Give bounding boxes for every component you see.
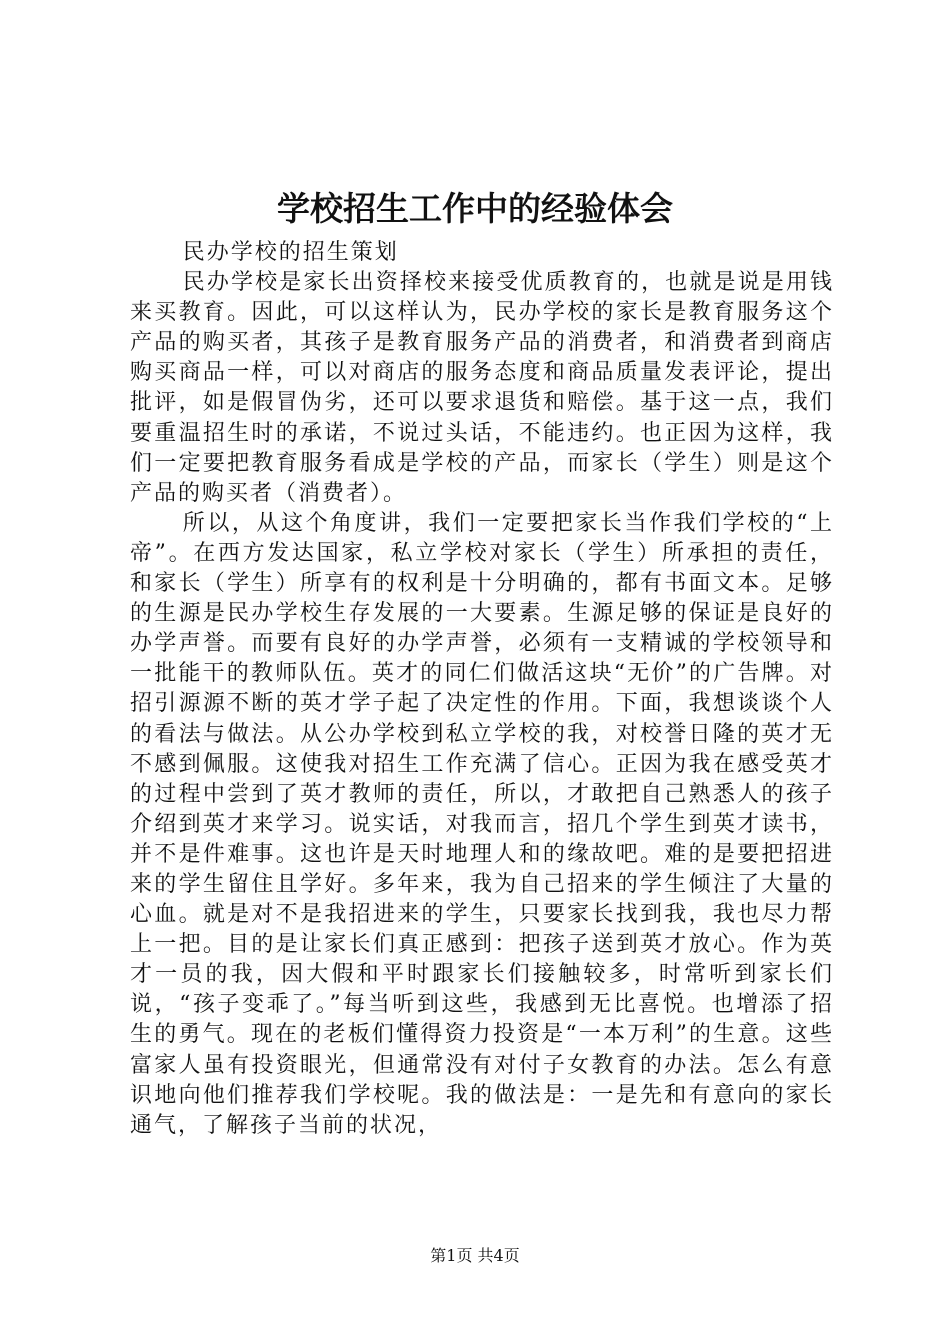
page-number-footer: 第1页 共4页 [430, 1246, 520, 1265]
document-body [130, 238, 834, 1141]
paragraph: 民办学校是家长出资择校来接受优质教育的，也就是说是用钱来买教育。因此，可以这样认为，民办学校的家长是教育服务这个产品的购买者，其孩子是教育服务产品的消费者，和消费者到商店购买商品一样，可以对商店的服务态度和商品质量发表评论，提出批评，如是假冒伪劣，还可以要求退货和赔偿。基于这一点，我们要重温招生时的承诺，不说过头话，不能违约。也正因为这样，我们一定要把教育服务看成是学校的产品，而家长（学生）则是这个产品的购买者（消费者）。 [130, 270, 834, 506]
document-title: 学校招生工作中的经验体会 [277, 189, 673, 228]
section-heading: 民办学校的招生策划 [182, 240, 399, 265]
paragraph: 所以，从这个角度讲，我们一定要把家长当作我们学校的“上帝”。在西方发达国家，私立学校对家长（学生）所承担的责任，和家长（学生）所享有的权利是十分明确的，都有书面文本。足够的生源是民办学校生存发展的一大要素。生源足够的保证是良好的办学声誉。而要有良好的办学声誉，必须有一支精诚的学校领导和一批能干的教师队伍。英才的同仁们做活这块“无价”的广告牌。对招引源源不断的英才学子起了决定性的作用。下面，我想谈谈个人的看法与做法。从公办学校到私立学校的我，对校誉日隆的英才无不感到佩服。这使我对招生工作充满了信心。正因为我在感受英才的过程中尝到了英才教师的责任，所以，才敢把自己熟悉人的孩子介绍到英才来学习。说实话，对我而言，招几个学生到英才读书，并不是件难事。这也许是天时地理人和的缘故吧。难的是要把招进来的学生留住且学好。多年来，我为自己招来的学生倾注了大量的心血。就是对不是我招进来的学生，只要家长找到我，我也尽力帮上一把。目的是让家长们真正感到：把孩子送到英才放心。作为英才一员的我，因大假和平时跟家长们接触较多，时常听到家长们说，“孩子变乖了。”每当听到这些，我感到无比喜悦。也增添了招生的勇气。现在的老板们懂得资力投资是“一本万利”的生意。这些富家人虽有投资眼光，但通常没有对付子女教育的办法。怎么有意识地向他们推荐我们学校呢。我的做法是：一是先和有意向的家长通气，了解孩子当前的状况， [130, 510, 834, 1138]
